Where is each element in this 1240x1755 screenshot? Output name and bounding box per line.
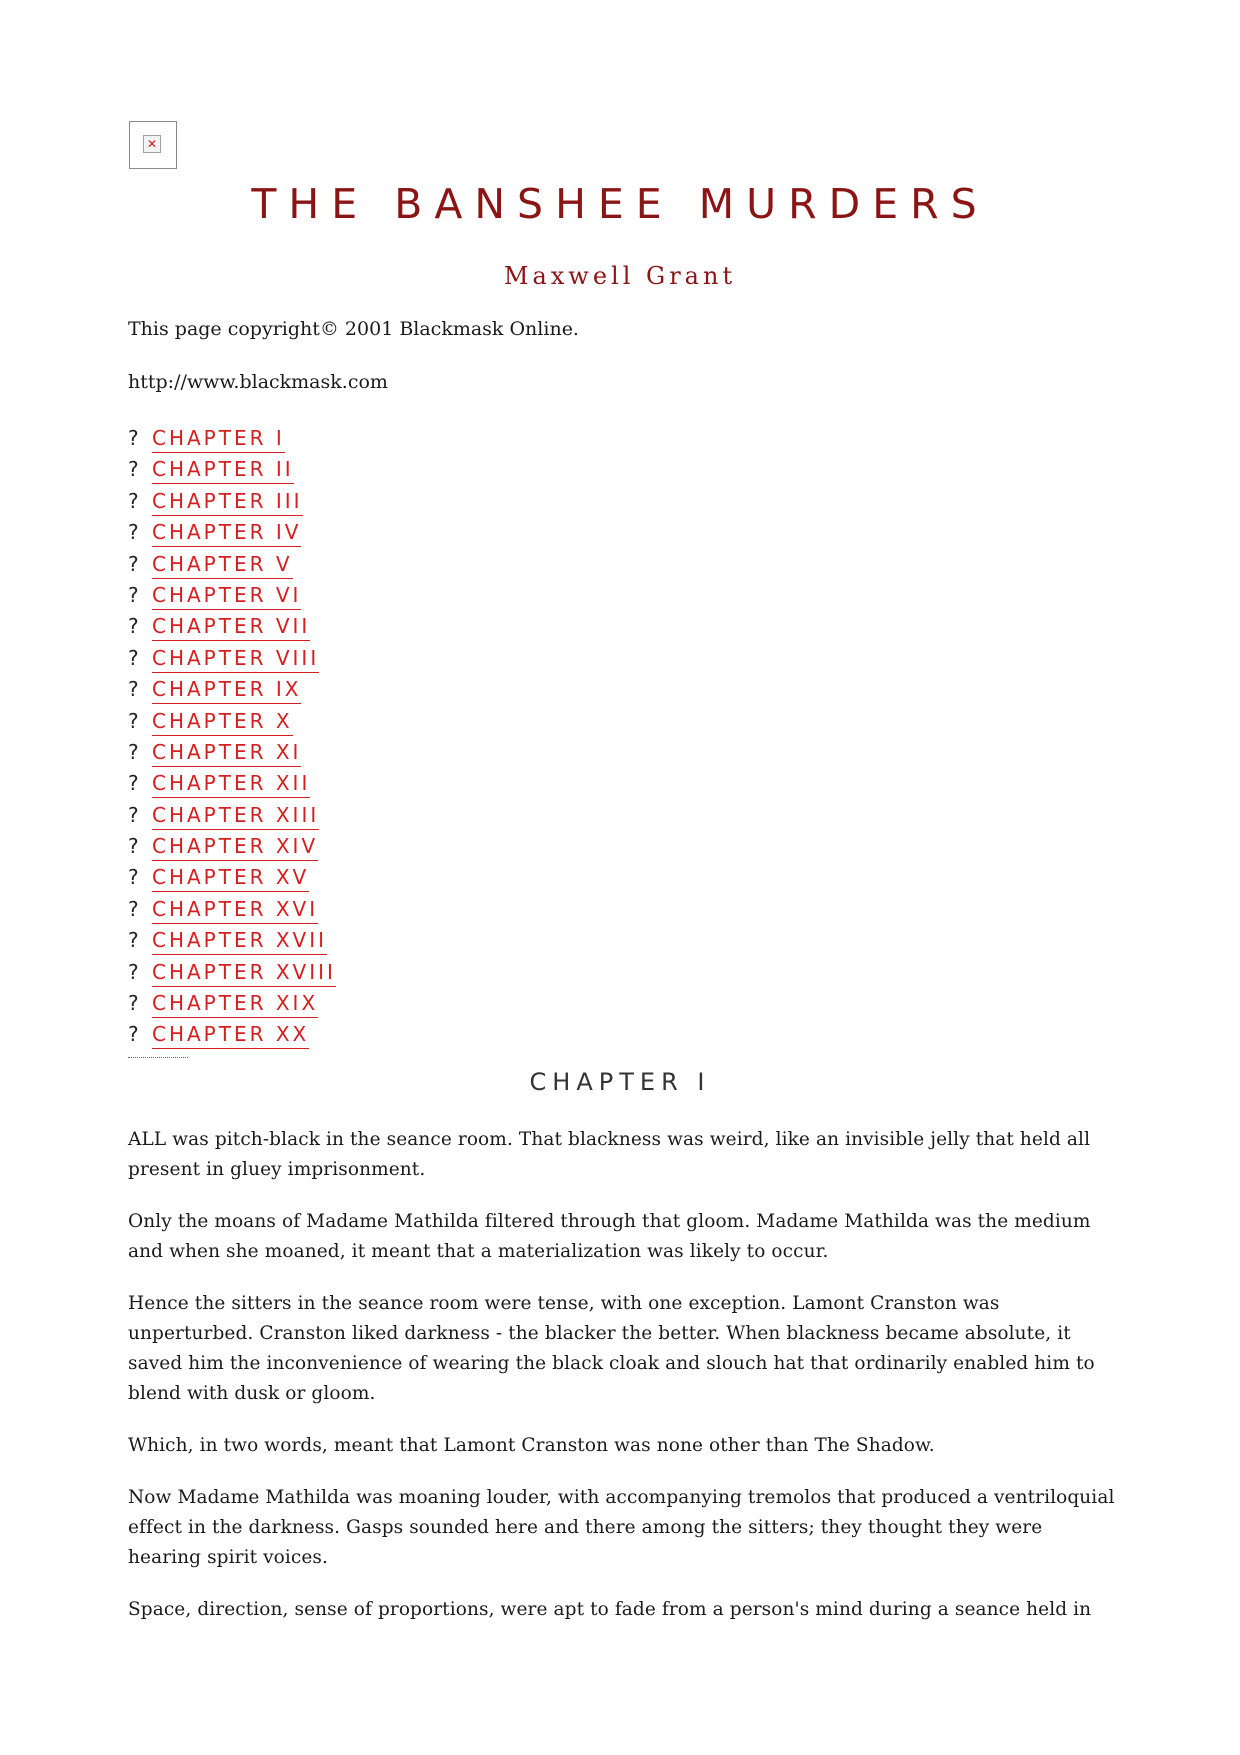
copyright-notice: This page copyright© 2001 Blackmask Online. — [128, 318, 579, 340]
bullet-glyph: ? — [128, 708, 139, 733]
chapter-link-5[interactable]: CHAPTER V — [152, 550, 293, 579]
chapter-link-14[interactable]: CHAPTER XIV — [152, 832, 318, 861]
toc-item — [128, 769, 336, 800]
toc-item — [128, 487, 336, 518]
toc-item — [128, 550, 336, 581]
broken-image-x-icon: ✕ — [143, 135, 161, 153]
toc-item — [128, 926, 336, 957]
toc-item — [128, 581, 336, 612]
toc-item — [128, 738, 336, 769]
bullet-glyph: ? — [128, 426, 139, 450]
bullet-glyph: ? — [128, 928, 139, 953]
toc-item — [128, 612, 336, 643]
paragraph: Which, in two words, meant that Lamont Cranston was none other than The Shadow. — [128, 1435, 935, 1456]
toc-item — [128, 958, 336, 989]
toc-item — [128, 863, 336, 894]
chapter-link-19[interactable]: CHAPTER XIX — [152, 989, 318, 1018]
bullet-glyph: ? — [128, 959, 139, 984]
paragraph: Only the moans of Madame Mathilda filtered through that gloom. Madame Mathilda was the medium and when she moaned, it meant that a materialization was likely to occur. — [128, 1211, 1091, 1262]
chapter-link-18[interactable]: CHAPTER XVIII — [152, 958, 336, 987]
toc-item — [128, 801, 336, 832]
book-title: THE BANSHEE MURDERS — [251, 180, 989, 228]
chapter-link-16[interactable]: CHAPTER XVI — [152, 895, 318, 924]
chapter-link-2[interactable]: CHAPTER II — [152, 455, 294, 484]
bullet-glyph: ? — [128, 896, 139, 921]
chapter-link-17[interactable]: CHAPTER XVII — [152, 926, 327, 955]
bullet-glyph: ? — [128, 645, 139, 670]
toc-item — [128, 707, 336, 738]
clipped-line-remnant — [128, 1057, 188, 1062]
toc-item — [128, 1020, 336, 1051]
toc-item — [128, 832, 336, 863]
bullet-glyph: ? — [128, 1022, 139, 1047]
chapter-link-20[interactable]: CHAPTER XX — [152, 1020, 309, 1049]
site-url: http://www.blackmask.com — [128, 371, 388, 393]
bullet-glyph: ? — [128, 771, 139, 796]
toc-item — [128, 895, 336, 926]
chapter-link-13[interactable]: CHAPTER XIII — [152, 801, 319, 830]
toc-item — [128, 518, 336, 549]
chapter-link-1[interactable]: CHAPTER I — [152, 424, 285, 453]
bullet-glyph: ? — [128, 582, 139, 607]
paragraph: ALL was pitch-black in the seance room. That blackness was weird, like an invisible jelly that held all present in gluey imprisonment. — [128, 1129, 1091, 1180]
chapter-link-9[interactable]: CHAPTER IX — [152, 675, 301, 704]
bullet-glyph: ? — [128, 991, 139, 1016]
chapter-heading: CHAPTER I — [529, 1068, 711, 1096]
chapter-link-10[interactable]: CHAPTER X — [152, 707, 293, 736]
chapter-link-7[interactable]: CHAPTER VII — [152, 612, 310, 641]
bullet-glyph: ? — [128, 614, 139, 639]
chapter-link-12[interactable]: CHAPTER XII — [152, 769, 310, 798]
chapter-link-3[interactable]: CHAPTER III — [152, 487, 303, 516]
broken-image-icon — [129, 121, 177, 169]
bullet-glyph: ? — [128, 457, 139, 482]
toc-item — [128, 675, 336, 706]
chapter-body — [128, 1125, 1118, 1647]
bullet-glyph: ? — [128, 865, 139, 890]
table-of-contents — [128, 424, 336, 1052]
chapter-link-4[interactable]: CHAPTER IV — [152, 518, 301, 547]
toc-item — [128, 455, 336, 486]
paragraph: Space, direction, sense of proportions, were apt to fade from a person's mind during a seance held in — [128, 1599, 1092, 1620]
bullet-glyph: ? — [128, 739, 139, 764]
chapter-link-15[interactable]: CHAPTER XV — [152, 863, 309, 892]
bullet-glyph: ? — [128, 834, 139, 859]
author-name: Maxwell Grant — [503, 262, 737, 290]
toc-item — [128, 644, 336, 675]
paragraph: Now Madame Mathilda was moaning louder, with accompanying tremolos that produced a ventriloquial effect in the darkness. Gasps sounded here and there among the sitters; they thought they were hearing spirit voices. — [128, 1487, 1115, 1568]
bullet-glyph: ? — [128, 488, 139, 513]
toc-item — [128, 424, 336, 455]
paragraph: Hence the sitters in the seance room were tense, with one exception. Lamont Cranston was unperturbed. Cranston liked darkness - the blacker the better. When blackness became absolute, it saved him the inconvenience of wearing the black cloak and slouch hat that ordinarily enabled him to blend with dusk or gloom. — [128, 1293, 1095, 1404]
chapter-link-6[interactable]: CHAPTER VI — [152, 581, 301, 610]
bullet-glyph: ? — [128, 520, 139, 545]
toc-item — [128, 989, 336, 1020]
chapter-link-8[interactable]: CHAPTER VIII — [152, 644, 319, 673]
bullet-glyph: ? — [128, 551, 139, 576]
bullet-glyph: ? — [128, 677, 139, 702]
chapter-link-11[interactable]: CHAPTER XI — [152, 738, 301, 767]
bullet-glyph: ? — [128, 802, 139, 827]
